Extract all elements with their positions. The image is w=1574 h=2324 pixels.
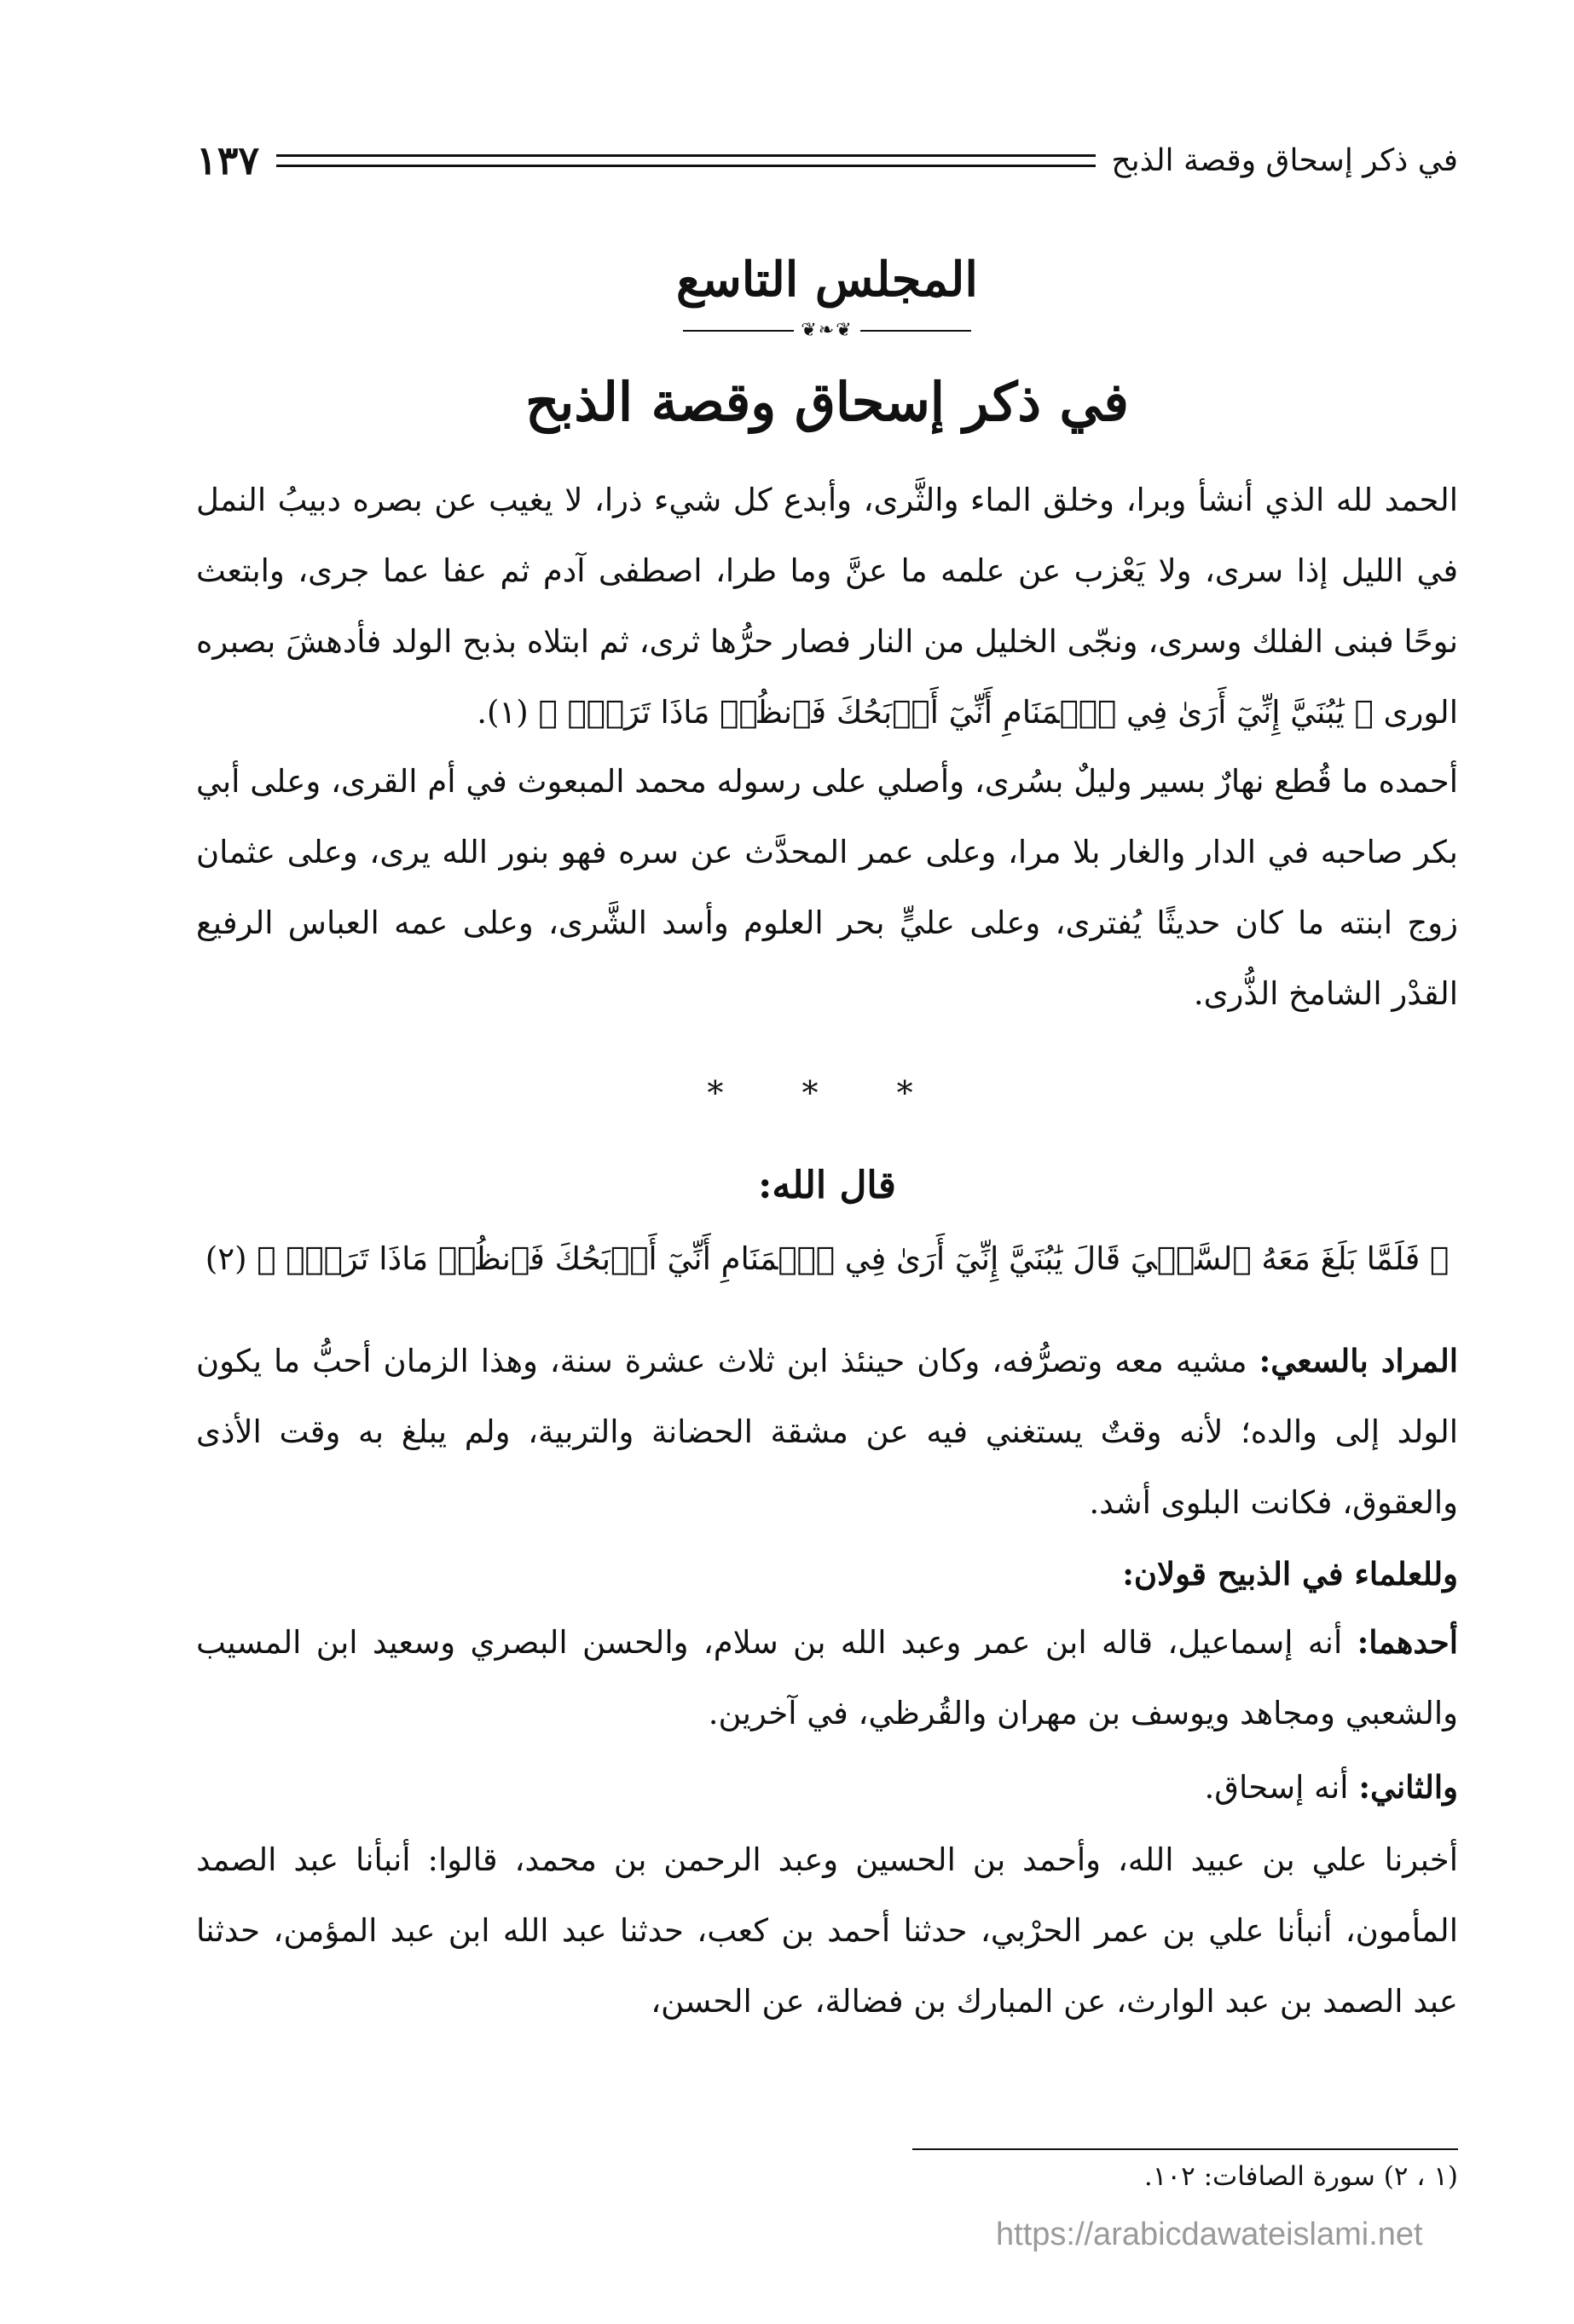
paragraph-body: أنه إسماعيل، قاله ابن عمر وعبد الله بن سلام، والحسن البصري وسعيد ابن المسيب والشعبي ومجاهد ويوسف بن مهران والقُرظي، في آخرين. xyxy=(196,1624,1458,1731)
book-page xyxy=(196,128,1458,2276)
footnote-rule xyxy=(912,2148,1458,2150)
paragraph-lead: المراد بالسعي: xyxy=(1259,1342,1458,1379)
section-separator-stars: * * * xyxy=(707,1074,947,1112)
paragraph-meaning-of-sa'y xyxy=(196,1326,1458,1538)
watermark-url: https://arabicdawateislami.net xyxy=(996,2217,1423,2252)
running-header xyxy=(196,135,1458,186)
paragraph-first-opinion xyxy=(196,1607,1458,1749)
ornament-line-right xyxy=(860,330,971,332)
paragraph-opening-praise: الحمد لله الذي أنشأ وبرا، وخلق الماء والثَّرى، وأبدع كل شيء ذرا، لا يغيب عن بصره دبيبُ النمل في الليل إذا سرى، ولا يَعْزب عن علمه ما عنَّ وما طرا، اصطفى آدم ثم عفا عما جرى، وابتعث نوحًا فبنى الفلك وسرى، ونجّى الخليل من النار فصار حرُّها ثرى، ثم ابتلاه بذبح الولد فأدهشَ بصبره الورى ﴿ يَٰبُنَيَّ إِنِّيٓ أَرَىٰ فِي ٱلۡمَنَامِ أَنِّيٓ أَذۡبَحُكَ فَٱنظُرۡ مَاذَا تَرَىٰۚ ﴾ (١). xyxy=(196,482,1458,731)
ornament-line-left xyxy=(683,330,794,332)
section-heading-qala: قال الله: xyxy=(758,1164,896,1207)
paragraph-lead: أحدهما: xyxy=(1357,1623,1458,1661)
header-rule xyxy=(276,154,1096,167)
footnote: (١ ، ٢) سورة الصافات: ١٠٢. xyxy=(1143,2161,1458,2192)
running-title: في ذكر إسحاق وقصة الذبح xyxy=(1111,142,1458,178)
majlis-title: المجلس التاسع xyxy=(676,251,978,308)
chapter-title: في ذكر إسحاق وقصة الذبح xyxy=(525,371,1129,433)
paragraph-salutations: أحمده ما قُطع نهارٌ بسير وليلٌ بسُرى، وأصلي على رسوله محمد المبعوث في أم القرى، وعلى أبي بكر صاحبه في الدار والغار بلا مرا، وعلى عمر المحدَّث عن سره فهو بنور الله يرى، وعلى عثمان زوج ابنته ما كان حديثًا يُفترى، وعلى عليٍّ بحر العلوم وأسد الشَّرى، وعلى عمه العباس الرفيع القدْر الشامخ الذُّرى. xyxy=(196,763,1458,1012)
page-number: ١٣٧ xyxy=(196,137,260,183)
quran-verse: ﴿ فَلَمَّا بَلَغَ مَعَهُ ٱلسَّعۡيَ قَالَ يَٰبُنَيَّ إِنِّيٓ أَرَىٰ فِي ٱلۡمَنَامِ أَنِّيٓ أَذۡبَحُكَ فَٱنظُرۡ مَاذَا تَرَىٰۚ ﴾ (٢) xyxy=(205,1240,1450,1277)
ornament-icon: ❦❧❦ xyxy=(801,320,854,341)
ornament-divider xyxy=(196,320,1458,341)
paragraph-body: أنه إسحاق. xyxy=(1204,1769,1359,1806)
paragraph-isnad: أخبرنا علي بن عبيد الله، وأحمد بن الحسين وعبد الرحمن بن محمد، قالوا: أنبأنا عبد الصمد المأمون، أنبأنا علي بن عمر الحرْبي، حدثنا أحمد بن كعب، حدثنا عبد الله ابن عبد المؤمن، حدثنا عبد الصمد بن عبد الوارث، عن المبارك بن فضالة، عن الحسن، xyxy=(196,1841,1458,2020)
paragraph-body: مشيه معه وتصرُّفه، وكان حينئذ ابن ثلاث عشرة سنة، وهذا الزمان أحبُّ ما يكون الولد إلى والده؛ لأنه وقتٌ يستغني فيه عن مشقة الحضانة والتربية، ولم يبلغ به وقت الأذى والعقوق، فكانت البلوى أشد. xyxy=(196,1343,1458,1521)
paragraph-second-opinion xyxy=(196,1752,1458,1823)
subheading-two-opinions: وللعلماء في الذبيح قولان: xyxy=(1122,1555,1458,1593)
paragraph-lead: والثاني: xyxy=(1358,1768,1458,1806)
